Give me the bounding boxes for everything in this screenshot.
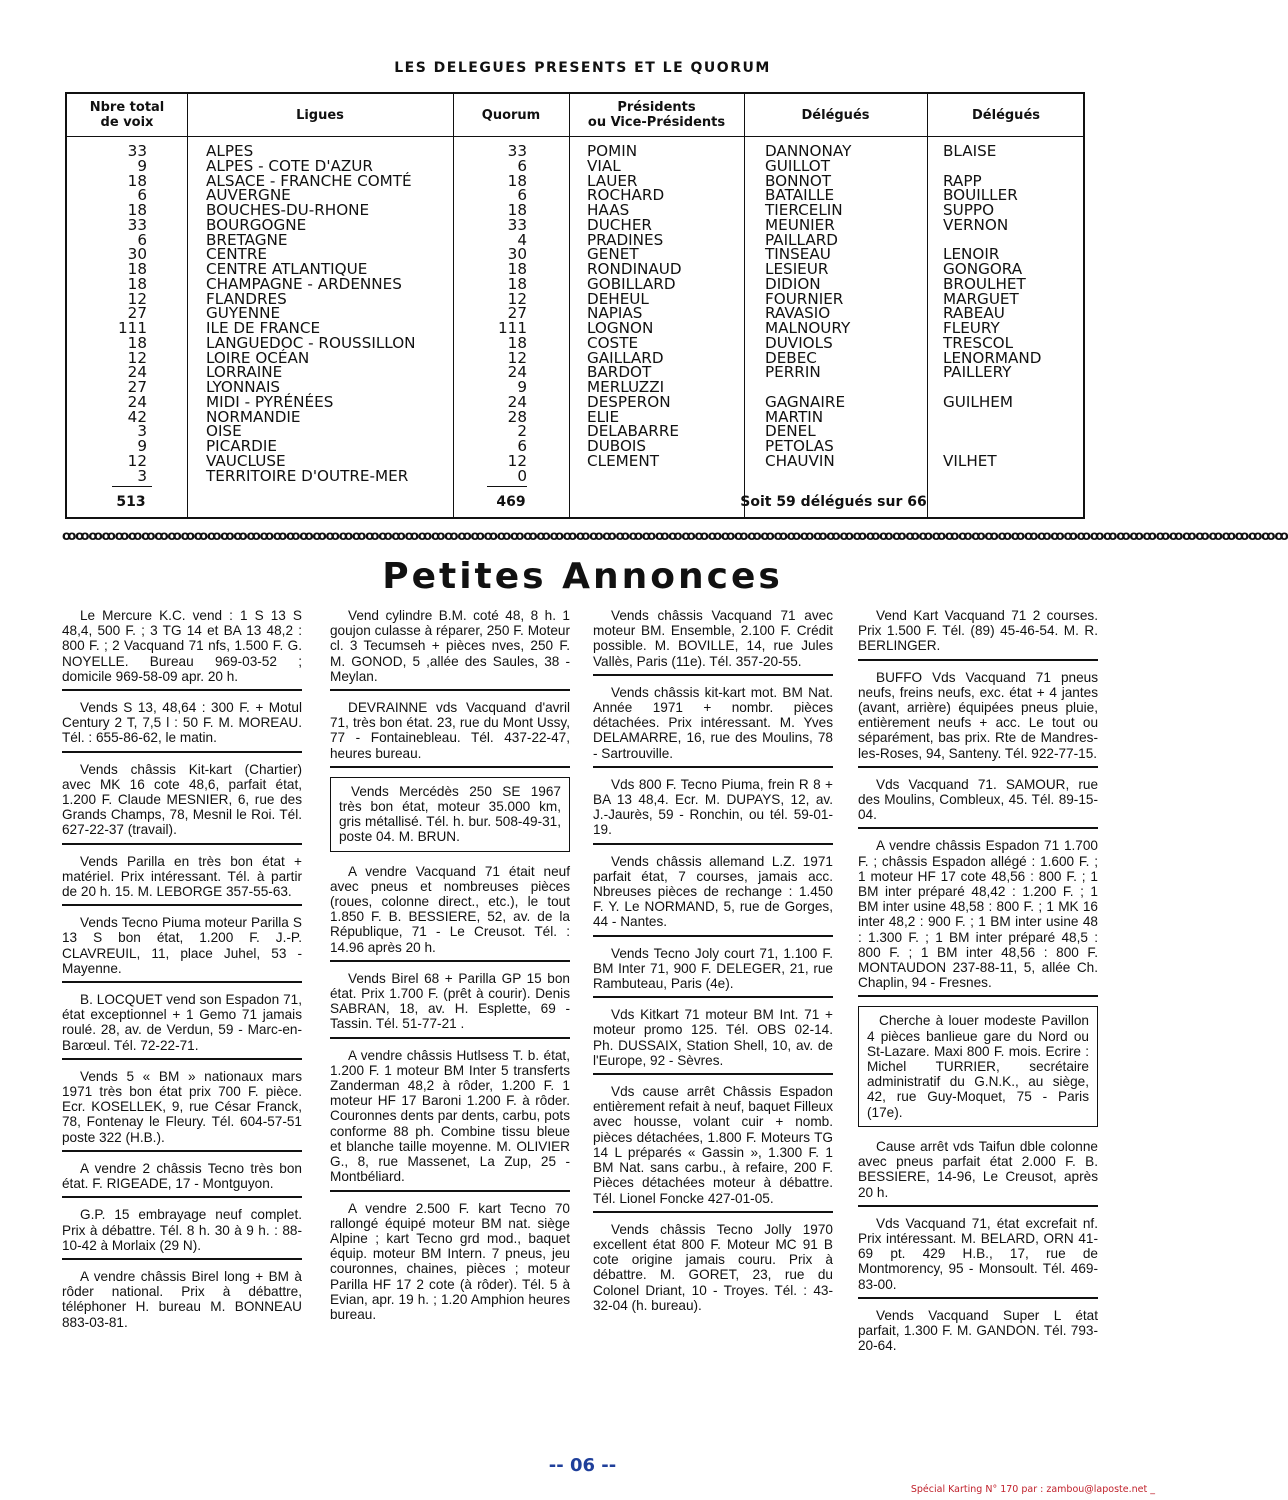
quorum-cell-voix: 111 (118, 319, 147, 337)
classified-ad: Vends Tecno Piuma moteur Parilla S 13 S bon état, 1.200 F. J.-P. CLAVREUIL, 11, place Juhel, 53 - Mayenne. (62, 915, 302, 983)
quorum-cell-voix: 12 (127, 451, 147, 470)
quorum-cell-ligues: BOURGOGNE (206, 215, 307, 234)
quorum-cell-presidents: VIAL (587, 156, 621, 175)
quorum-cell-quorum: 6 (517, 186, 527, 205)
quorum-cell-quorum: 24 (507, 392, 527, 411)
quorum-cell-presidents: HAAS (587, 201, 630, 219)
quorum-cell-delegues-1: TINSEAU (765, 245, 831, 264)
column-delegues-2 (943, 144, 1083, 483)
quorum-cell-ligues: ALPES - COTE D'AZUR (206, 156, 373, 175)
classified-ad: A vendre Vacquand 71 était neuf avec pneus et nombreuses pièces (roues, colonne direct., etc.), le tout 1.850 F. B. BESSIERE, 52, av. de la République, 71 - Le Creusot. Tél. : 14.96 après 20 h. (330, 864, 570, 962)
quorum-cell-quorum: 24 (507, 363, 527, 382)
classified-ad: A vendre 2.500 F. kart Tecno 70 rallongé équipé moteur BM nat. siège Alpine ; kart Tecno grd mod., baquet équip. moteur BM Intern. 7 pneus, jeu couronnes, chaines, pièces ; moteur Parilla HF 17 2 cote (à rôder). Tél. 5 à Evian, apr. 19 h. ; 1.20 Amphion heures bureau. (330, 1200, 570, 1322)
column-ligues (206, 144, 451, 483)
quorum-cell-presidents: LOGNON (587, 319, 654, 337)
delegates-summary: Soit 59 délégués sur 66 (740, 494, 927, 510)
classifieds-title: Petites Annonces (382, 556, 783, 597)
quorum-cell-delegues-2: PAILLERY (943, 363, 1012, 382)
quorum-cell-delegues-1: MEUNIER (765, 215, 835, 234)
ads-column-1 (62, 608, 302, 1335)
quorum-cell-delegues-1: DEBEC (765, 348, 817, 367)
quorum-cell-delegues-1: MALNOURY (765, 319, 851, 337)
quorum-cell-quorum: 18 (507, 274, 527, 293)
quorum-cell-voix: 18 (127, 260, 147, 278)
quorum-cell-quorum: 12 (507, 451, 527, 470)
quorum-cell-voix: 9 (137, 437, 147, 455)
quorum-cell-delegues-1: DENEL (765, 422, 816, 441)
quorum-cell-voix: 24 (127, 363, 147, 382)
column-quorum (453, 144, 527, 483)
quorum-cell-delegues-2: LENORMAND (943, 348, 1042, 367)
quorum-cell-presidents: MERLUZZI (587, 378, 665, 396)
classified-ad: BUFFO Vds Vacquand 71 pneus neufs, freins neufs, exc. état + 4 jantes (avant, arrière) équipées pneus pluie, entièrement neufs + acc. Le tout ou séparément, bas prix. Rte de Mandres-les-Roses, 94, Santeny. Tél. 922-77-15. (858, 670, 1098, 768)
quorum-cell-presidents: DESPERON (587, 392, 671, 411)
column-delegues-1 (765, 144, 925, 483)
quorum-cell-voix: 18 (127, 274, 147, 293)
header-quorum: Quorum (481, 107, 541, 123)
quorum-cell-ligues: LYONNAIS (206, 378, 281, 396)
classified-ad: Vends S 13, 48,64 : 300 F. + Motul Century 2 T, 7,5 l : 50 F. M. MOREAU. Tél. : 655-86-62, le matin. (62, 700, 302, 753)
classified-ad: A vendre 2 châssis Tecno très bon état. F. RIGEADE, 17 - Montguyon. (62, 1161, 302, 1198)
quorum-cell-ligues: ALPES (206, 142, 254, 160)
quorum-cell-presidents: GENET (587, 245, 639, 264)
quorum-cell-delegues-1: TIERCELIN (765, 201, 843, 219)
classified-ad: Vends Birel 68 + Parilla GP 15 bon état. Prix 1.700 F. (prêt à courir). Denis SABRAN, 18, av. H. Esplette, 69 - Tassin. Tél. 51-77-21 . (330, 971, 570, 1039)
classified-ad: A vendre châssis Hutlsess T. b. état, 1.200 F. 1 moteur BM Inter 5 transferts Zanderman 48,2 à rôder, 1.200 F. 1 moteur HF 17 Baroni 1.200 F. à rôder. Couronnes dents par dents, carbu, pots conforme 88 ph. Combine tissu bleue et blanche taille moyenne. M. OLIVIER G., 8, rue Massenet, La Zup, 25 - Montbéliard. (330, 1048, 570, 1192)
quorum-cell-presidents: DUBOIS (587, 437, 647, 455)
quorum-cell-quorum: 18 (507, 201, 527, 219)
quorum-cell-delegues-1: RAVASIO (765, 304, 831, 323)
quorum-cell-voix: 3 (137, 466, 147, 485)
quorum-cell-presidents: PRADINES (587, 230, 664, 249)
quorum-cell-presidents: DUCHER (587, 215, 652, 234)
quorum-cell-delegues-2 (943, 469, 1083, 484)
classified-ad: Vends châssis Kit-kart (Chartier) avec MK 16 cote 48,6, parfait état, 1.200 F. Claude MESNIER, 6, rue des Grands Champs, 78, Mesnil le Roi. Tél. 627-22-37 (travail). (62, 762, 302, 845)
quorum-cell-ligues: AUVERGNE (206, 186, 291, 205)
classified-ad: Vends châssis Vacquand 71 avec moteur BM. Ensemble, 2.100 F. Crédit possible. M. BOVILLE, 14, rue Jules Vallès, Paris (11e). Tél. 357-20-55. (593, 608, 833, 676)
classified-ad: Vends Vacquand Super L état parfait, 1.300 F. M. GANDON. Tél. 793-20-64. (858, 1307, 1098, 1354)
quorum-cell-ligues: GUYENNE (206, 304, 281, 323)
quorum-cell-delegues-1: DANNONAY (765, 142, 852, 160)
quorum-cell-presidents: COSTE (587, 333, 639, 352)
header-voix: Nbre total de voix (89, 100, 165, 130)
quorum-cell-ligues: BRETAGNE (206, 230, 288, 249)
classified-ad: Vends Tecno Joly court 71, 1.100 F. BM Inter 71, 900 F. DELEGER, 21, rue Rambuteau, Paris (4e). (593, 946, 833, 999)
quorum-cell-presidents: DELABARRE (587, 422, 680, 441)
quorum-cell-voix: 12 (127, 348, 147, 367)
classified-ad: Vends châssis allemand L.Z. 1971 parfait état, 7 courses, jamais acc. Nbreuses pièces de rechange : 1.450 F. Y. Le NORMAND, 5, rue de Gorges, 44 - Nantes. (593, 854, 833, 937)
quorum-cell-voix: 3 (137, 422, 147, 441)
quorum-cell-voix: 27 (127, 378, 147, 396)
quorum-cell-quorum: 12 (507, 289, 527, 308)
classified-ad: B. LOCQUET vend son Espadon 71, état exceptionnel + 1 Gemo 71 jamais roulé. 28, av. de Verdun, 59 - Marc-en-Barœul. Tél. 72-22-71. (62, 992, 302, 1060)
classified-ad: Vends châssis kit-kart mot. BM Nat. Année 1971 + nombr. pièces détachées. Prix intéressant. M. Yves DELAMARRE, 16, rue des Moulins, 78 - Sartrouville. (593, 685, 833, 768)
quorum-cell-presidents: GAILLARD (587, 348, 664, 367)
header-delegues-2: Délégués (972, 107, 1040, 123)
quorum-cell-quorum: 12 (507, 348, 527, 367)
quorum-cell-ligues: OISE (206, 422, 242, 441)
quorum-cell-delegues-1: PERRIN (765, 363, 821, 382)
classified-ad: Cherche à louer modeste Pavillon 4 pièces banlieue gare du Nord ou St-Lazare. Maxi 800 F. mois. Ecrire : Michel TURRIER, secrétaire administratif du G.N.K., au siège, 42, rue Guy-Moquet, 75 - Paris (17e). (858, 1006, 1098, 1126)
quorum-cell-voix: 12 (127, 289, 147, 308)
quorum-section-title: LES DELEGUES PRESENTS ET LE QUORUM (394, 60, 771, 76)
total-voix: 513 (116, 494, 146, 510)
classified-ad: Vend Kart Vacquand 71 2 courses. Prix 1.500 F. Tél. (89) 45-46-54. M. R. BERLINGER. (858, 608, 1098, 661)
ads-column-3 (593, 608, 833, 1318)
quorum-cell-delegues-1: PAILLARD (765, 230, 838, 249)
quorum-cell-voix: 6 (137, 230, 147, 249)
quorum-cell-ligues: PICARDIE (206, 437, 277, 455)
classified-ad: Le Mercure K.C. vend : 1 S 13 S 48,4, 500 F. ; 3 TG 14 et BA 13 48,2 : 800 F. ; 2 Vacquand 71 nfs, 1.500 F. G. NOYELLE. Bureau 969-03-52 ; domicile 969-58-09 apr. 20 h. (62, 608, 302, 691)
quorum-cell-delegues-1: MARTIN (765, 407, 824, 426)
quorum-cell-presidents: GOBILLARD (587, 274, 676, 293)
quorum-cell-ligues: CENTRE (206, 245, 267, 264)
quorum-cell-ligues: LOIRE OCÉAN (206, 348, 310, 367)
quorum-cell-quorum: 9 (517, 378, 527, 396)
quorum-cell-presidents: POMIN (587, 142, 638, 160)
quorum-cell-delegues-2: VILHET (943, 451, 997, 470)
quorum-cell-voix: 42 (127, 407, 147, 426)
quorum-cell-ligues: ALSACE - FRANCHE COMTÉ (206, 171, 412, 190)
quorum-cell-ligues: BOUCHES-DU-RHONE (206, 201, 370, 219)
quorum-cell-delegues-1: CHAUVIN (765, 451, 835, 470)
classified-ad: Vds Kitkart 71 moteur BM Int. 71 + moteur promo 125. Tél. OBS 02-14. Ph. DUSSAIX, Station Shell, 10, av. de l'Europe, 92 - Sèvres. (593, 1007, 833, 1075)
quorum-cell-quorum: 18 (507, 171, 527, 190)
ads-column-4 (858, 608, 1098, 1358)
quorum-cell-delegues-2: TRESCOL (943, 333, 1014, 352)
quorum-cell-ligues: ILE DE FRANCE (206, 319, 321, 337)
header-ligues: Ligues (296, 107, 344, 123)
classified-ad: Vds cause arrêt Châssis Espadon entièrement refait à neuf, baquet Filleux avec housse, volant cuir + nomb. pièces détachées, 1.800 F. Moteurs TG 14 L préparés « Gassin », 1.300 F. 1 BM Nat. sans carbu., à refaire, 200 F. Pièces détachées moteur à débattre. Tél. Lionel Foncke 427-01-05. (593, 1084, 833, 1213)
header-presidents: Présidents ou Vice-Présidents (587, 100, 726, 130)
classified-ad: G.P. 15 embrayage neuf complet. Prix à débattre. Tél. 8 h. 30 à 9 h. : 88-10-42 à Morlaix (29 N). (62, 1207, 302, 1260)
quorum-cell-presidents (587, 469, 742, 484)
footer-credit: Spécial Karting N° 170 par : zambou@laposte.net _ (910, 1484, 1155, 1495)
quorum-cell-quorum: 4 (517, 230, 527, 249)
quorum-cell-delegues-2: SUPPO (943, 201, 995, 219)
classified-ad: Vds 800 F. Tecno Piuma, frein R 8 + BA 13 48,4. Ecr. M. DUPAYS, 12, av. J.-Jaurès, 59 - Ronchin, ou tél. 59-01-19. (593, 777, 833, 845)
quorum-cell-delegues-2: FLEURY (943, 319, 1000, 337)
quorum-cell-voix: 33 (127, 142, 147, 160)
quorum-cell-delegues-2 (943, 410, 1083, 425)
quorum-cell-delegues-2: BLAISE (943, 142, 997, 160)
quorum-cell-quorum: 33 (507, 142, 527, 160)
quorum-cell-presidents: NAPIAS (587, 304, 643, 323)
quorum-cell-voix: 27 (127, 304, 147, 323)
classified-ad: Vend cylindre B.M. coté 48, 8 h. 1 goujon culasse à réparer, 250 F. Moteur cl. 3 Tecumseh + pièces nves, 250 F. M. GONOD, 5 ,allée des Saules, 38 - Meylan. (330, 608, 570, 691)
classified-ad: Vds Vacquand 71, état excrefait nf. Prix intéressant. M. BELARD, ORN 41-69 pt. 429 H.B., 17, rue de Montmorency, 95 - Monsoult. Tél. 469-83-00. (858, 1216, 1098, 1299)
column-voix (67, 144, 147, 483)
quorum-cell-presidents: BARDOT (587, 363, 652, 382)
quorum-cell-delegues-2: MARGUET (943, 289, 1019, 308)
quorum-cell-ligues: CENTRE ATLANTIQUE (206, 260, 368, 278)
total-quorum: 469 (496, 494, 526, 510)
quorum-cell-delegues-1: PETOLAS (765, 437, 834, 455)
quorum-cell-ligues: FLANDRES (206, 289, 287, 308)
page-number: -- 06 -- (548, 1455, 617, 1476)
quorum-cell-delegues-2: BROULHET (943, 274, 1026, 293)
decorative-separator: ꝏꝏꝏꝏꝏꝏꝏꝏꝏꝏꝏꝏꝏꝏꝏꝏꝏꝏꝏꝏꝏꝏꝏꝏꝏꝏꝏꝏꝏꝏꝏꝏꝏꝏꝏꝏꝏꝏꝏꝏꝏꝏꝏꝏꝏꝏꝏꝏꝏꝏꝏꝏꝏꝏꝏꝏꝏꝏꝏꝏꝏꝏꝏꝏꝏꝏꝏꝏꝏꝏꝏꝏꝏꝏꝏꝏꝏꝏꝏꝏꝏꝏꝏꝏꝏꝏꝏꝏꝏꝏꝏꝏꝏ (62, 529, 1288, 544)
classified-ad: A vendre châssis Birel long + BM à rôder national. Prix à débattre, téléphoner H. bureau M. BONNEAU 883-03-81. (62, 1268, 302, 1330)
quorum-cell-presidents: LAUER (587, 171, 638, 190)
quorum-cell-voix: 33 (127, 215, 147, 234)
quorum-table (65, 92, 1085, 519)
classified-ad: Vends Parilla en très bon état + matériel. Prix intéressant. Tél. à partir de 20 h. 15. M. LEBORGE 357-55-63. (62, 854, 302, 907)
quorum-cell-quorum: 111 (498, 319, 527, 337)
quorum-cell-voix: 9 (137, 156, 147, 175)
quorum-cell-ligues: NORMANDIE (206, 407, 301, 426)
quorum-cell-presidents: ROCHARD (587, 186, 665, 205)
quorum-cell-presidents: RONDINAUD (587, 260, 682, 278)
quorum-cell-quorum: 6 (517, 156, 527, 175)
ads-column-2 (330, 608, 570, 1327)
quorum-cell-quorum: 6 (517, 437, 527, 455)
quorum-cell-delegues-1: BATAILLE (765, 186, 835, 205)
quorum-cell-presidents: DEHEUL (587, 289, 649, 308)
quorum-cell-delegues-1: BONNOT (765, 171, 832, 190)
quorum-cell-quorum: 0 (517, 466, 527, 485)
quorum-cell-delegues-2: RAPP (943, 171, 982, 190)
quorum-cell-voix: 30 (127, 245, 147, 264)
quorum-cell-delegues-2: LENOIR (943, 245, 1000, 264)
quorum-cell-delegues-1: DUVIOLS (765, 333, 833, 352)
quorum-cell-delegues-2 (943, 424, 1083, 439)
quorum-cell-quorum: 27 (507, 304, 527, 323)
quorum-cell-ligues: MIDI - PYRÉNÉES (206, 392, 334, 411)
quorum-cell-delegues-2: RABEAU (943, 304, 1005, 323)
quorum-cell-delegues-1: DIDION (765, 274, 821, 293)
quorum-cell-voix: 18 (127, 171, 147, 190)
quorum-cell-delegues-1 (765, 469, 925, 484)
classified-ad: Vends 5 « BM » nationaux mars 1971 très bon état prix 700 F. pièce. Ecr. KOSELLEK, 9, rue César Franck, 78, Fontenay le Fleury. Tél. 604-57-51 poste 322 (H.B.). (62, 1069, 302, 1152)
classified-ad: Vds Vacquand 71. SAMOUR, rue des Moulins, Combleux, 45. Tél. 89-15-04. (858, 777, 1098, 830)
quorum-cell-delegues-2: VERNON (943, 215, 1009, 234)
quorum-cell-ligues: TERRITOIRE D'OUTRE-MER (206, 466, 409, 485)
quorum-cell-voix: 18 (127, 201, 147, 219)
quorum-cell-quorum: 30 (507, 245, 527, 264)
header-delegues-1: Délégués (801, 107, 870, 123)
quorum-cell-ligues: VAUCLUSE (206, 451, 286, 470)
classified-ad: A vendre châssis Espadon 71 1.700 F. ; châssis Espadon allégé : 1.600 F. ; 1 moteur HF 17 cote 48,56 : 800 F. ; 1 BM inter préparé 48,42 : 1.200 F. ; 1 BM inter usine 48,58 : 800 F. ; 1 MK 16 inter 48,2 : 900 F. ; 1 BM inter usine 48 : 1.300 F. ; 1 BM inter préparé 48,5 : 800 F. ; 1 BM inter 48,56 : 800 F. MONTAUDON 237-88-11, 5, allée Ch. Chaplin, 94 - Fresnes. (858, 838, 1098, 997)
quorum-cell-ligues: LANGUEDOC - ROUSSILLON (206, 333, 416, 352)
quorum-cell-delegues-2: BOUILLER (943, 186, 1018, 205)
quorum-cell-quorum: 33 (507, 215, 527, 234)
quorum-cell-delegues-1: FOURNIER (765, 289, 844, 308)
quorum-cell-voix: 6 (137, 186, 147, 205)
quorum-cell-quorum: 18 (507, 260, 527, 278)
quorum-cell-ligues: LORRAINE (206, 363, 283, 382)
quorum-cell-quorum: 2 (517, 422, 527, 441)
quorum-cell-delegues-1: GAGNAIRE (765, 392, 846, 411)
classified-ad: DEVRAINNE vds Vacquand d'avril 71, très bon état. 23, rue du Mont Ussy, 77 - Fontainebleau. Tél. 437-22-47, heures bureau. (330, 700, 570, 768)
quorum-cell-quorum: 18 (507, 333, 527, 352)
quorum-cell-voix: 18 (127, 333, 147, 352)
quorum-cell-delegues-2: GONGORA (943, 260, 1023, 278)
quorum-cell-ligues: CHAMPAGNE - ARDENNES (206, 274, 402, 293)
quorum-cell-delegues-1: LESIEUR (765, 260, 829, 278)
quorum-cell-presidents: ELIE (587, 407, 620, 426)
classified-ad: Vends châssis Tecno Jolly 1970 excellent état 800 F. Moteur MC 91 B cote origine jamais couru. Prix à débattre. M. GORET, 23, rue du Colonel Driant, 10 - Troyes. Tél. : 43-32-04 (h. bureau). (593, 1221, 833, 1313)
quorum-cell-voix: 24 (127, 392, 147, 411)
classified-ad: Cause arrêt vds Taifun dble colonne avec pneus parfait état 2.000 F. B. BESSIERE, 14-96, Le Creusot, après 20 h. (858, 1139, 1098, 1207)
column-presidents (587, 144, 742, 483)
quorum-cell-delegues-2: GUILHEM (943, 392, 1013, 411)
quorum-cell-delegues-1: GUILLOT (765, 156, 830, 175)
quorum-cell-presidents: CLEMENT (587, 451, 659, 470)
quorum-cell-quorum: 28 (507, 407, 527, 426)
classified-ad: Vends Mercédès 250 SE 1967 très bon état, moteur 35.000 km, gris métallisé. Tél. h. bur. 508-49-31, poste 04. M. BRUN. (330, 777, 570, 852)
